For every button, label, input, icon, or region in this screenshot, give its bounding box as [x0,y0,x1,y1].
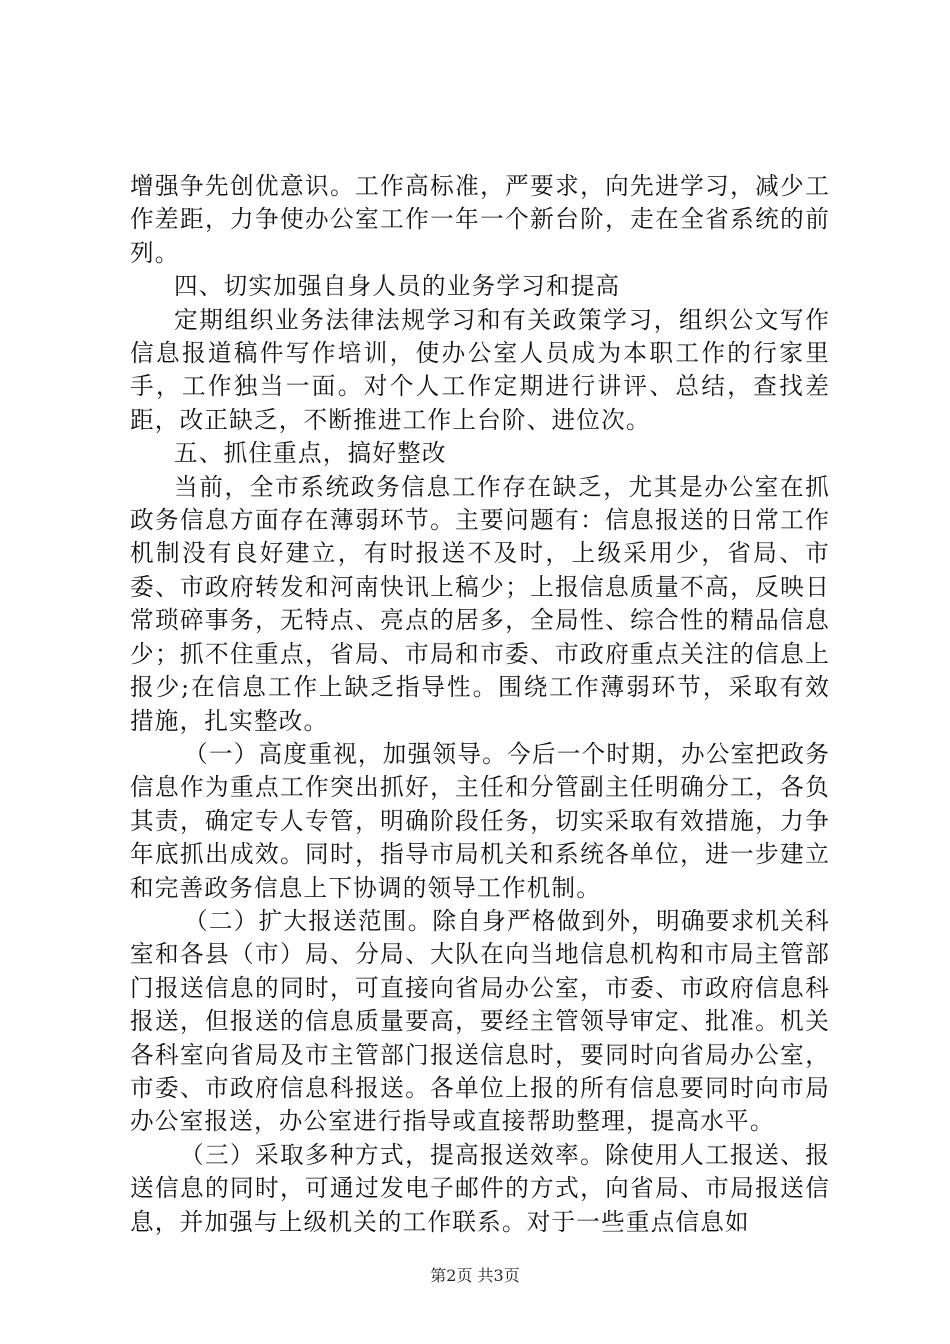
paragraph-study: 定期组织业务法律法规学习和有关政策学习，组织公文写作信息报道稿件写作培训，使办公室人员成为本职工作的行家里手，工作独当一面。对个人工作定期进行讲评、总结，查找差距，改正缺乏，不断推进工作上台阶、进位次。 [130,305,830,434]
paragraph-item-one: （一）高度重视，加强领导。今后一个时期，办公室把政务信息作为重点工作突出抓好，主任和分管副主任明确分工，各负其责，确定专人专管，明确阶段任务，切实采取有效措施，力争年底抓出成效。同时，指导市局机关和系统各单位，进一步建立和完善政务信息上下协调的领导工作机制。 [130,739,830,902]
paragraph-problems: 当前，全市系统政务信息工作存在缺乏，尤其是办公室在抓政务信息方面存在薄弱环节。主要问题有：信息报送的日常工作机制没有良好建立，有时报送不及时，上级采用少，省局、市委、市政府转发和河南快讯上稿少；上报信息质量不高，反映日常琐碎事务，无特点、亮点的居多，全局性、综合性的精品信息少；抓不住重点，省局、市局和市委、市政府重点关注的信息上报少;在信息工作上缺乏指导性。围绕工作薄弱环节，采取有效措施，扎实整改。 [130,472,830,735]
page-number-footer: 第2页 共3页 [430,1266,520,1285]
document-body [130,170,830,1239]
section-heading-five: 五、抓住重点，搞好整改 [174,439,447,468]
paragraph-intro: 增强争先创优意识。工作高标准，严要求，向先进学习，减少工作差距，力争使办公室工作一年一个新台阶，走在全省系统的前列。 [130,172,830,267]
section-heading-four: 四、切实加强自身人员的业务学习和提高 [174,272,621,301]
paragraph-item-three: （三）采取多种方式，提高报送效率。除使用人工报送、报送信息的同时，可通过发电子邮件的方式，向省局、市局报送信息，并加强与上级机关的工作联系。对于一些重点信息如 [130,1140,830,1236]
paragraph-item-two: （二）扩大报送范围。除自身严格做到外，明确要求机关科室和各县（市）局、分局、大队在向当地信息机构和市局主管部门报送信息的同时，可直接向省局办公室，市委、市政府信息科报送，但报送的信息质量要高，要经主管领导审定、批准。机关各科室向省局及市主管部门报送信息时，要同时向省局办公室，市委、市政府信息科报送。各单位上报的所有信息要同时向市局办公室报送，办公室进行指导或直接帮助整理，提高水平。 [130,906,830,1136]
